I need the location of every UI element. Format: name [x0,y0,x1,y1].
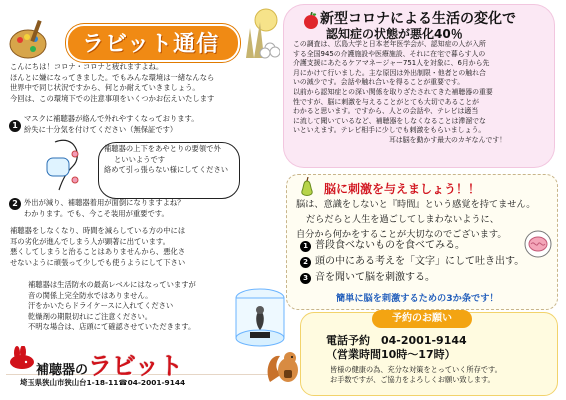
point1-bubble-text: 補聴器の上下をあやとりの要領で外 といいようです 絡めて引っ張らない様にしてください [104,144,229,175]
article-subtitle: 認知症の状態が悪化40％ [326,27,463,41]
brain-section-note: 簡単に脳を刺激するための3か条です！ [336,293,499,304]
point2-body: 補聴器をしなくなり、時間を減らしている方の中には 耳の劣化が進んでしまう人が顕著に出ています。 悪くしてしまうと治ることはありませんから、悪化さ せないように頑張って少しでも使うようにして下さい [10,226,186,267]
intro-text: こんにちは！コロナ・コロナと疲れますよね。 ほんとに嫌になってきました。でもみんな環境は一緒なんなら 世界中で同じ状況ですから、何とか耐えていきましょう。 今回は、この環境下での注意事項をいくつかお伝えいたします [10,62,215,103]
point-number-1: 1 [9,120,21,132]
page-title: ラビット通信 [82,32,220,57]
point2-title: 外出が減り、補聴器着用が面倒になりますよね？ わかります。でも、今こそ装用が重要です。 [24,198,185,218]
apple-icon [302,12,320,30]
list-item: 1 普段食べないものを食べてみる。 [300,238,524,254]
brain-section-intro: 脳は、意識をしないと『時間』という感覚を持てません。 だらだらと人生を過ごしてしまわないように、 自分から何かをすることが大切なのでございます。 [296,199,536,240]
moon-viewing-icon [240,8,280,60]
point1-title: マスクに補聴器が絡んで外れやすくなっております。 紛失に十分気を付けてください（無保証です） [24,114,199,134]
squirrel-illustration [264,344,300,384]
list-item: 3 音を聞いて脳を刺激する。 [300,270,524,286]
reservation-note: 皆様の健康の為、充分な対策をとっていく所存です。 お手数ですが、ご協力をよろしくお願い致します。 [330,365,502,385]
reservation-tag: 予約のお願い [372,310,472,328]
brain-section-title: 脳に刺激を与えましょう！！ [324,182,481,196]
mask-hearing-aid-illustration [45,136,85,196]
list-item: 2 頭の中にある考えを「文字」にして吐き出す。 [300,254,524,270]
point-number-2: 2 [9,198,21,210]
pear-icon [298,177,316,199]
rabbit-logo-icon [8,346,36,370]
brain-icon [524,230,552,258]
store-address: 埼玉県狭山市狭山台1-18-11☎04-2001-9144 [20,378,186,387]
business-hours: （営業時間10時～17時） [326,348,456,361]
palette-icon [8,18,48,62]
article-title: 新型コロナによる生活の変化で [320,11,516,27]
reservation-phone: 電話予約 04-2001-9144 [326,334,467,347]
article-body: この調査は、広島大学と日本老年医学会が、認知症の人が入所 する全国945の介護施設や医療施設、それに在宅で暮らす人の 介護支援にあたるケアマネージャー751人を対象に、6月から先 月にかけて行いました。主な原因は外出制限・他者との触れ合 いの減少です。会話や触れ合いを得ることが重要です。 以前から認知症との深い関係を取りざたされてきた補聴器の重要 性ですが、脳に刺激を与えることがとても大切であることが わかると思います。ですから、人との会話や、テレビは適当 に流して聞いているなど、補聴器をしなくなることは滞溜でな いといえます。テレビ相手に少しでも刺激をもらいましょう。 耳は脳を動かす最大のカギなんです！ [293,40,507,144]
dry-case-illustration [226,286,294,348]
brain-tips-list [300,238,524,286]
brand-name: 補聴器のラビット [36,352,184,380]
point3-body: 補聴器は生活防水の最高レベルにはなっていますが 音の関係上完全防水ではありません。 汗をかいたらドライケースに入れてください 乾燥剤の期限切れにご注意ください。 不明な場合は、店頭にて確認させていただきます。 [28,280,196,332]
